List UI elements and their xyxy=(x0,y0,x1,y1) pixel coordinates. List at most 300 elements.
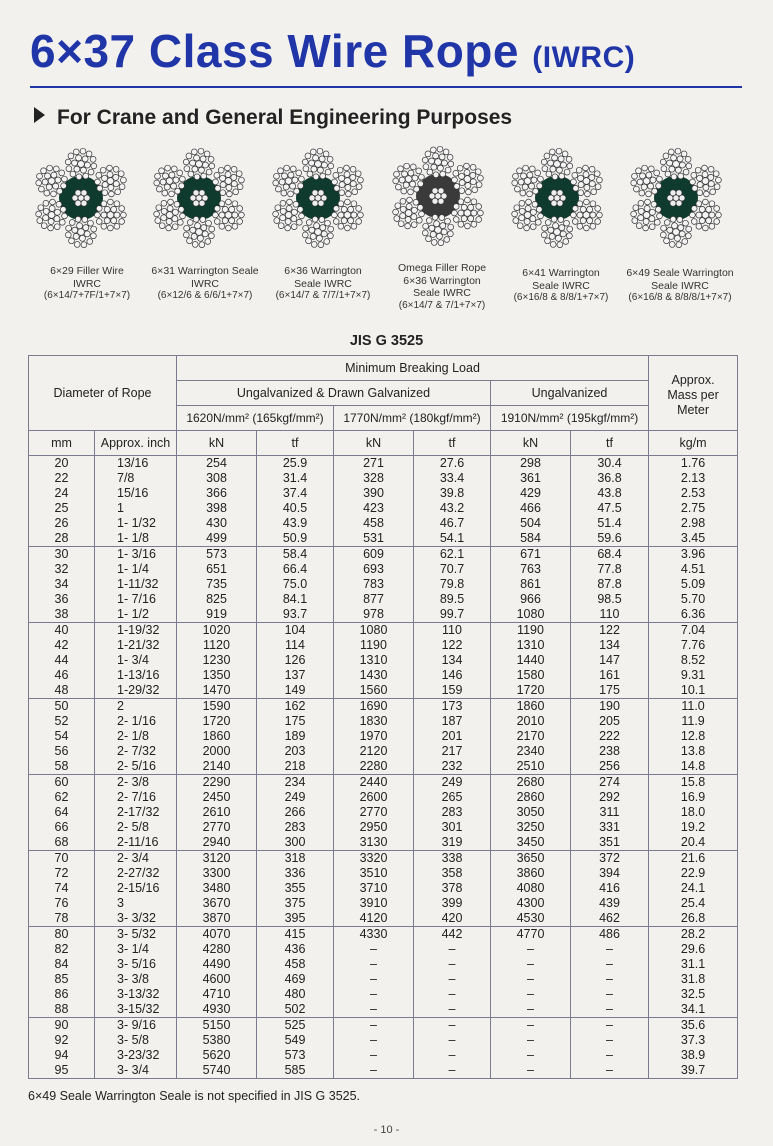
table-cell: 47.5 xyxy=(571,501,649,516)
table-cell: – xyxy=(491,1048,571,1063)
table-cell: 222 xyxy=(571,729,649,744)
rope-cross-section-icon xyxy=(618,140,734,256)
table-cell: 203 xyxy=(257,744,334,759)
table-cell: 256 xyxy=(571,759,649,775)
table-cell: 1.76 xyxy=(649,456,738,472)
table-cell: 14.8 xyxy=(649,759,738,775)
table-cell: 300 xyxy=(257,835,334,851)
table-cell: 394 xyxy=(571,866,649,881)
table-cell: 966 xyxy=(491,592,571,607)
table-cell: – xyxy=(571,957,649,972)
table-cell: 4080 xyxy=(491,881,571,896)
table-cell: 38 xyxy=(29,607,95,623)
table-cell: 66.4 xyxy=(257,562,334,577)
rope-name-line: 6×36 Warrington xyxy=(284,265,362,277)
table-row xyxy=(29,516,738,531)
table-cell: 1860 xyxy=(177,729,257,744)
table-cell: 3250 xyxy=(491,820,571,835)
rope-name-line: Seale IWRC xyxy=(651,279,709,292)
table-cell: – xyxy=(334,1002,414,1018)
table-cell: 283 xyxy=(414,805,491,820)
table-cell: 39.8 xyxy=(414,486,491,501)
table-cell: 5.70 xyxy=(649,592,738,607)
triangle-bullet-icon xyxy=(34,107,45,123)
table-cell: 2- 7/16 xyxy=(95,790,177,805)
table-cell: 3910 xyxy=(334,896,414,911)
table-cell: 1-19/32 xyxy=(95,623,177,639)
table-cell: 5380 xyxy=(177,1033,257,1048)
table-row xyxy=(29,820,738,835)
table-cell: 4300 xyxy=(491,896,571,911)
table-cell: 2280 xyxy=(334,759,414,775)
table-cell: 361 xyxy=(491,471,571,486)
table-cell: 75.0 xyxy=(257,577,334,592)
table-cell: 31.4 xyxy=(257,471,334,486)
table-cell: 36.8 xyxy=(571,471,649,486)
table-cell: 4330 xyxy=(334,927,414,943)
header-tf-1620: tf xyxy=(257,431,334,456)
table-cell: 30 xyxy=(29,547,95,563)
table-cell: 25.4 xyxy=(649,896,738,911)
rope-caption xyxy=(143,265,267,303)
rope-construction-spec: (6×14/7+7F/1+7×7) xyxy=(43,290,131,301)
table-cell: 1- 1/8 xyxy=(95,531,177,547)
table-cell: 651 xyxy=(177,562,257,577)
table-cell: 4070 xyxy=(177,927,257,943)
table-cell: 11.0 xyxy=(649,699,738,715)
table-row xyxy=(29,577,738,592)
table-cell: 92 xyxy=(29,1033,95,1048)
table-cell: 32 xyxy=(29,562,95,577)
table-cell: 31.8 xyxy=(649,972,738,987)
table-cell: 442 xyxy=(414,927,491,943)
rope-name-line: Seale IWRC xyxy=(413,287,471,299)
table-row xyxy=(29,501,738,516)
rope-construction-spec: (6×16/8 & 8/8/1+7×7) xyxy=(513,292,609,303)
table-cell: 42 xyxy=(29,638,95,653)
table-cell: 2.98 xyxy=(649,516,738,531)
table-cell: 22.9 xyxy=(649,866,738,881)
table-cell: 366 xyxy=(177,486,257,501)
table-row xyxy=(29,471,738,486)
table-cell: 549 xyxy=(257,1033,334,1048)
table-cell: – xyxy=(491,957,571,972)
table-cell: 429 xyxy=(491,486,571,501)
table-cell: 217 xyxy=(414,744,491,759)
table-cell: 271 xyxy=(334,456,414,472)
table-cell: 1120 xyxy=(177,638,257,653)
table-cell: 7.76 xyxy=(649,638,738,653)
table-cell: 462 xyxy=(571,911,649,927)
table-cell: – xyxy=(491,972,571,987)
table-cell: 161 xyxy=(571,668,649,683)
table-cell: 5.09 xyxy=(649,577,738,592)
table-cell: 573 xyxy=(257,1048,334,1063)
table-cell: 110 xyxy=(571,607,649,623)
table-cell: 2.53 xyxy=(649,486,738,501)
table-cell: – xyxy=(334,942,414,957)
table-cell: 147 xyxy=(571,653,649,668)
table-cell: 4.51 xyxy=(649,562,738,577)
table-cell: 355 xyxy=(257,881,334,896)
table-cell: 3480 xyxy=(177,881,257,896)
table-cell: 2290 xyxy=(177,775,257,791)
table-row xyxy=(29,790,738,805)
table-cell: 2.75 xyxy=(649,501,738,516)
table-row xyxy=(29,531,738,547)
table-cell: 390 xyxy=(334,486,414,501)
table-cell: 22 xyxy=(29,471,95,486)
table-cell: 36 xyxy=(29,592,95,607)
table-cell: 1310 xyxy=(334,653,414,668)
table-cell: 26 xyxy=(29,516,95,531)
table-cell: 978 xyxy=(334,607,414,623)
table-row xyxy=(29,942,738,957)
table-cell: 76 xyxy=(29,896,95,911)
table-cell: 1590 xyxy=(177,699,257,715)
table-cell: 50.9 xyxy=(257,531,334,547)
table-cell: 1440 xyxy=(491,653,571,668)
table-cell: 7.04 xyxy=(649,623,738,639)
table-cell: 439 xyxy=(571,896,649,911)
table-cell: – xyxy=(491,1033,571,1048)
table-cell: 1860 xyxy=(491,699,571,715)
table-cell: 531 xyxy=(334,531,414,547)
rope-cross-section-icon xyxy=(141,140,257,256)
header-kn-1910: kN xyxy=(491,431,571,456)
table-cell: 66 xyxy=(29,820,95,835)
table-row xyxy=(29,699,738,715)
table-cell: 338 xyxy=(414,851,491,867)
table-cell: 149 xyxy=(257,683,334,699)
rope-name-line: 6×31 Warrington Seale xyxy=(151,265,259,277)
table-cell: – xyxy=(334,1048,414,1063)
table-cell: 79.8 xyxy=(414,577,491,592)
table-cell: – xyxy=(334,1018,414,1034)
table-cell: 56 xyxy=(29,744,95,759)
table-cell: 2600 xyxy=(334,790,414,805)
table-cell: 40 xyxy=(29,623,95,639)
table-cell: 458 xyxy=(257,957,334,972)
table-cell: 249 xyxy=(257,790,334,805)
table-cell: 671 xyxy=(491,547,571,563)
table-row xyxy=(29,866,738,881)
table-cell: 189 xyxy=(257,729,334,744)
header-kn-1770: kN xyxy=(334,431,414,456)
table-row xyxy=(29,623,738,639)
table-row xyxy=(29,1018,738,1034)
header-grade-1620: 1620N/mm² (165kgf/mm²) xyxy=(177,406,334,431)
table-cell: 28 xyxy=(29,531,95,547)
table-cell: – xyxy=(414,972,491,987)
table-cell: 2-15/16 xyxy=(95,881,177,896)
table-cell: 39.7 xyxy=(649,1063,738,1079)
table-cell: 68.4 xyxy=(571,547,649,563)
table-cell: 74 xyxy=(29,881,95,896)
table-cell: – xyxy=(414,1033,491,1048)
rope-caption xyxy=(499,267,623,305)
table-cell: 3- 5/32 xyxy=(95,927,177,943)
table-cell: 763 xyxy=(491,562,571,577)
header-tf-1770: tf xyxy=(414,431,491,456)
table-cell: 1080 xyxy=(334,623,414,639)
table-cell: 28.2 xyxy=(649,927,738,943)
table-cell: 2-17/32 xyxy=(95,805,177,820)
table-cell: 3870 xyxy=(177,911,257,927)
table-cell: 190 xyxy=(571,699,649,715)
table-cell: 861 xyxy=(491,577,571,592)
table-cell: 70 xyxy=(29,851,95,867)
table-cell: 502 xyxy=(257,1002,334,1018)
table-cell: 3- 1/4 xyxy=(95,942,177,957)
table-cell: 375 xyxy=(257,896,334,911)
table-cell: 37.4 xyxy=(257,486,334,501)
table-cell: 735 xyxy=(177,577,257,592)
table-cell: 175 xyxy=(571,683,649,699)
table-cell: – xyxy=(414,1063,491,1079)
table-cell: 187 xyxy=(414,714,491,729)
table-cell: – xyxy=(334,1063,414,1079)
rope-name-line: 6×29 Filler Wire xyxy=(50,265,124,277)
table-row xyxy=(29,607,738,623)
table-cell: – xyxy=(491,1063,571,1079)
table-cell: 95 xyxy=(29,1063,95,1079)
table-cell: 1310 xyxy=(491,638,571,653)
table-row xyxy=(29,911,738,927)
table-cell: 33.4 xyxy=(414,471,491,486)
table-cell: 62.1 xyxy=(414,547,491,563)
table-cell: 80 xyxy=(29,927,95,943)
table-cell: 1-29/32 xyxy=(95,683,177,699)
table-row xyxy=(29,744,738,759)
table-cell: 2- 7/32 xyxy=(95,744,177,759)
table-cell: 2510 xyxy=(491,759,571,775)
table-cell: 416 xyxy=(571,881,649,896)
table-cell: 4280 xyxy=(177,942,257,957)
table-cell: 162 xyxy=(257,699,334,715)
header-grade-1770: 1770N/mm² (180kgf/mm²) xyxy=(334,406,491,431)
table-cell: 2770 xyxy=(177,820,257,835)
table-cell: 265 xyxy=(414,790,491,805)
table-cell: 1230 xyxy=(177,653,257,668)
table-cell: 34.1 xyxy=(649,1002,738,1018)
rope-name-line: IWRC xyxy=(191,277,219,290)
table-cell: 372 xyxy=(571,851,649,867)
table-cell: 919 xyxy=(177,607,257,623)
table-cell: 504 xyxy=(491,516,571,531)
table-row xyxy=(29,653,738,668)
table-cell: – xyxy=(414,987,491,1002)
table-cell: 2680 xyxy=(491,775,571,791)
table-cell: 319 xyxy=(414,835,491,851)
header-tf-1910: tf xyxy=(571,431,649,456)
table-cell: 15.8 xyxy=(649,775,738,791)
table-cell: 37.3 xyxy=(649,1033,738,1048)
table-cell: 2170 xyxy=(491,729,571,744)
table-cell: 59.6 xyxy=(571,531,649,547)
table-cell: 783 xyxy=(334,577,414,592)
table-cell: 1080 xyxy=(491,607,571,623)
table-row xyxy=(29,638,738,653)
table-cell: 87.8 xyxy=(571,577,649,592)
header-diameter: Diameter of Rope xyxy=(29,356,177,431)
table-cell: 238 xyxy=(571,744,649,759)
table-cell: 7/8 xyxy=(95,471,177,486)
rope-construction-spec: (6×14/7 & 7/7/1+7×7) xyxy=(275,290,371,301)
table-cell: 173 xyxy=(414,699,491,715)
table-cell: 358 xyxy=(414,866,491,881)
table-cell: 62 xyxy=(29,790,95,805)
subtitle-text: For Crane and General Engineering Purposes xyxy=(57,106,513,129)
table-cell: 104 xyxy=(257,623,334,639)
table-cell: 3510 xyxy=(334,866,414,881)
table-cell: 398 xyxy=(177,501,257,516)
table-cell: 3-23/32 xyxy=(95,1048,177,1063)
table-row xyxy=(29,1033,738,1048)
table-cell: 205 xyxy=(571,714,649,729)
table-cell: 4490 xyxy=(177,957,257,972)
rope-caption xyxy=(25,265,149,303)
table-cell: 3- 3/4 xyxy=(95,1063,177,1079)
table-cell: 2- 5/16 xyxy=(95,759,177,775)
table-row xyxy=(29,775,738,791)
table-cell: 3.96 xyxy=(649,547,738,563)
table-cell: 21.6 xyxy=(649,851,738,867)
table-cell: 72 xyxy=(29,866,95,881)
table-cell: 25 xyxy=(29,501,95,516)
table-cell: 1- 3/16 xyxy=(95,547,177,563)
table-cell: – xyxy=(491,1018,571,1034)
table-cell: 60 xyxy=(29,775,95,791)
table-cell: 4930 xyxy=(177,1002,257,1018)
table-cell: 2- 5/8 xyxy=(95,820,177,835)
table-row xyxy=(29,1063,738,1079)
table-cell: 32.5 xyxy=(649,987,738,1002)
table-cell: 99.7 xyxy=(414,607,491,623)
table-row xyxy=(29,835,738,851)
table-row xyxy=(29,927,738,943)
table-cell: 395 xyxy=(257,911,334,927)
table-cell: 1- 1/4 xyxy=(95,562,177,577)
table-cell: 1- 7/16 xyxy=(95,592,177,607)
table-cell: 20.4 xyxy=(649,835,738,851)
table-cell: 266 xyxy=(257,805,334,820)
table-cell: 3320 xyxy=(334,851,414,867)
table-cell: 1580 xyxy=(491,668,571,683)
table-cell: 31.1 xyxy=(649,957,738,972)
table-cell: 54.1 xyxy=(414,531,491,547)
table-cell: 1 xyxy=(95,501,177,516)
table-cell: 308 xyxy=(177,471,257,486)
table-cell: 82 xyxy=(29,942,95,957)
table-cell: 234 xyxy=(257,775,334,791)
specification-table xyxy=(28,355,738,1079)
table-cell: – xyxy=(414,1048,491,1063)
table-cell: – xyxy=(334,1033,414,1048)
title-suffix: (IWRC) xyxy=(532,41,636,74)
table-cell: 2.13 xyxy=(649,471,738,486)
table-cell: 9.31 xyxy=(649,668,738,683)
table-cell: 3-13/32 xyxy=(95,987,177,1002)
table-cell: 2 xyxy=(95,699,177,715)
table-cell: 2860 xyxy=(491,790,571,805)
table-cell: 122 xyxy=(414,638,491,653)
table-cell: 318 xyxy=(257,851,334,867)
table-cell: 274 xyxy=(571,775,649,791)
table-cell: 2440 xyxy=(334,775,414,791)
table-row xyxy=(29,987,738,1002)
header-kn-1620: kN xyxy=(177,431,257,456)
table-cell: 1190 xyxy=(491,623,571,639)
table-cell: – xyxy=(491,987,571,1002)
table-cell: 825 xyxy=(177,592,257,607)
table-cell: 525 xyxy=(257,1018,334,1034)
table-cell: 415 xyxy=(257,927,334,943)
table-cell: 5740 xyxy=(177,1063,257,1079)
table-cell: 1720 xyxy=(177,714,257,729)
table-cell: 3- 9/16 xyxy=(95,1018,177,1034)
rope-cross-section-icon xyxy=(499,140,615,256)
table-row xyxy=(29,972,738,987)
table-cell: 249 xyxy=(414,775,491,791)
table-cell: 1-11/32 xyxy=(95,577,177,592)
table-cell: 3130 xyxy=(334,835,414,851)
table-row xyxy=(29,759,738,775)
table-cell: 8.52 xyxy=(649,653,738,668)
table-cell: – xyxy=(571,1002,649,1018)
rope-name-line: Omega Filler Rope xyxy=(397,262,487,274)
table-cell: 1020 xyxy=(177,623,257,639)
table-cell: 423 xyxy=(334,501,414,516)
title-rule xyxy=(30,86,742,88)
table-cell: 2940 xyxy=(177,835,257,851)
rope-name-line: 6×36 Warrington xyxy=(403,274,481,287)
table-cell: 134 xyxy=(414,653,491,668)
rope-construction-spec: (6×16/8 & 8/8/8/1+7×7) xyxy=(628,292,732,303)
table-cell: 159 xyxy=(414,683,491,699)
table-cell: 84 xyxy=(29,957,95,972)
table-cell: 254 xyxy=(177,456,257,472)
header-ungalv: Ungalvanized xyxy=(491,381,649,406)
table-cell: 58.4 xyxy=(257,547,334,563)
table-cell: – xyxy=(571,1033,649,1048)
table-cell: 2- 1/16 xyxy=(95,714,177,729)
table-cell: 90 xyxy=(29,1018,95,1034)
rope-cross-section-icon xyxy=(260,140,376,256)
table-cell: 2-11/16 xyxy=(95,835,177,851)
table-cell: 2120 xyxy=(334,744,414,759)
table-cell: – xyxy=(334,972,414,987)
header-kgm: kg/m xyxy=(649,431,738,456)
table-cell: – xyxy=(414,1002,491,1018)
table-row xyxy=(29,547,738,563)
table-cell: 1-21/32 xyxy=(95,638,177,653)
table-cell: 2950 xyxy=(334,820,414,835)
table-cell: 2770 xyxy=(334,805,414,820)
rope-caption xyxy=(618,267,742,305)
table-cell: – xyxy=(334,987,414,1002)
table-cell: 292 xyxy=(571,790,649,805)
table-cell: 283 xyxy=(257,820,334,835)
table-cell: 4530 xyxy=(491,911,571,927)
table-cell: 46.7 xyxy=(414,516,491,531)
page-number: - 10 - xyxy=(373,1124,400,1136)
table-cell: 420 xyxy=(414,911,491,927)
table-cell: 64 xyxy=(29,805,95,820)
table-cell: 4710 xyxy=(177,987,257,1002)
table-cell: 126 xyxy=(257,653,334,668)
table-cell: 584 xyxy=(491,531,571,547)
